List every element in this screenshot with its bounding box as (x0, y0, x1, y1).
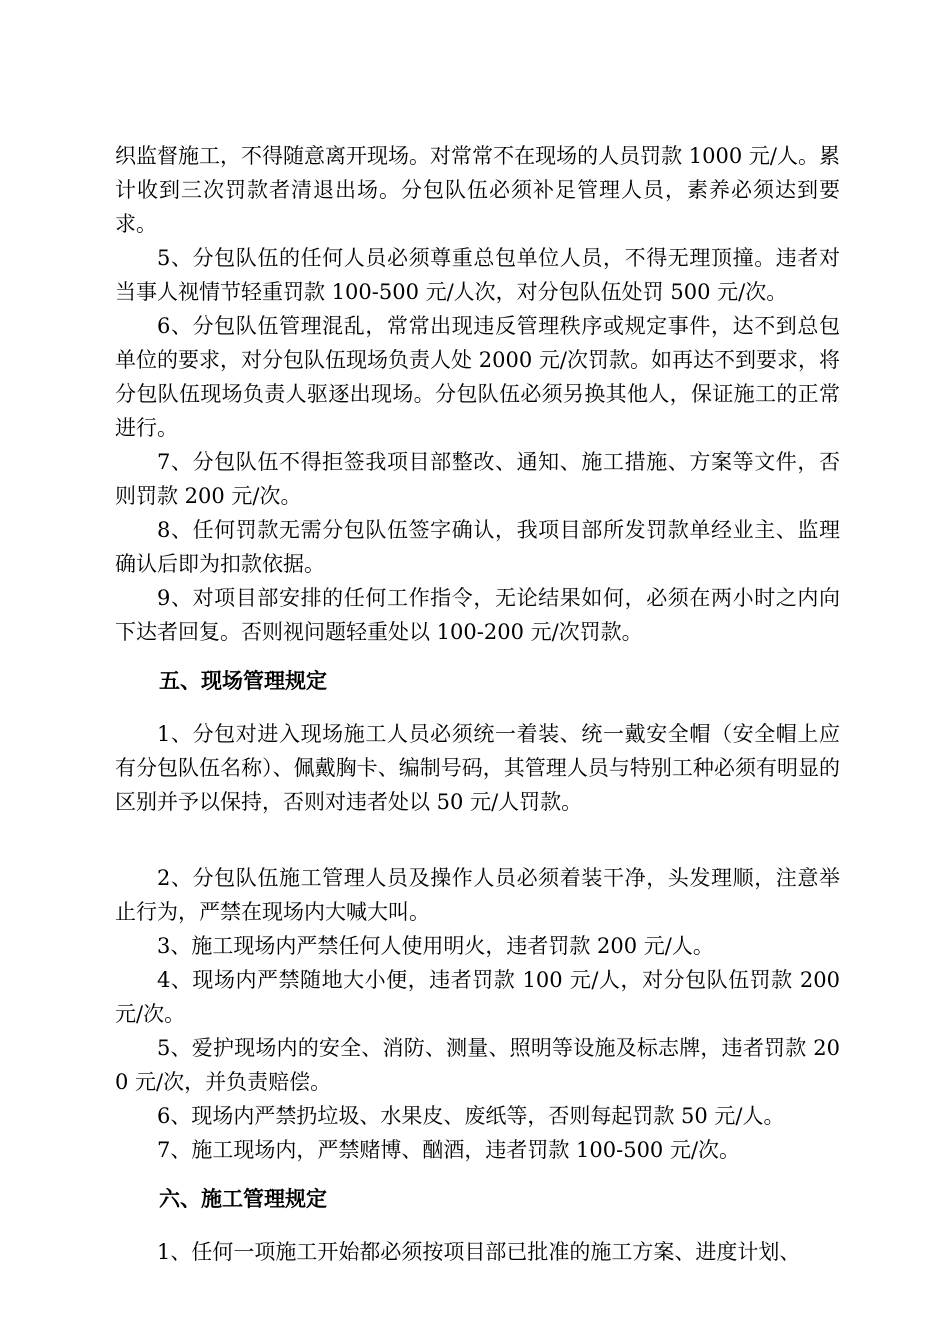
site-rule-4: 4、现场内严禁随地大小便，违者罚款 100 元/人，对分包队伍罚款 200 元/次。 (115, 968, 840, 1026)
spacer (115, 698, 840, 717)
spacer (115, 819, 840, 861)
rule-item-6: 6、分包队伍管理混乱，常常出现违反管理秩序或规定事件，达不到总包单位的要求，对分包队伍现场负责人处 2000 元/次罚款。如再达不到要求，将分包队伍现场负责人驱逐出现场。分包队伍必须另换其他人，保证施工的正常进行。 (115, 314, 840, 440)
site-rule-3: 3、施工现场内严禁任何人使用明火，违者罚款 200 元/人。 (157, 934, 714, 958)
site-rule-6: 6、现场内严禁扔垃圾、水果皮、废纸等，否则每起罚款 50 元/人。 (157, 1104, 785, 1128)
rule-item-9: 9、对项目部安排的任何工作指令，无论结果如何，必须在两小时之内向下达者回复。否则视问题轻重处以 100-200 元/次罚款。 (115, 586, 840, 644)
rule-item-7: 7、分包队伍不得拒签我项目部整改、通知、施工措施、方案等文件，否则罚款 200 元/次。 (115, 450, 840, 508)
rule-item-5: 5、分包队伍的任何人员必须尊重总包单位人员，不得无理顶撞。违者对当事人视情节轻重罚款 100-500 元/人次，对分包队伍处罚 500 元/次。 (115, 246, 840, 304)
site-rule-5: 5、爱护现场内的安全、消防、测量、照明等设施及标志牌，违者罚款 200 元/次，并负责赔偿。 (115, 1036, 840, 1094)
site-rule-2: 2、分包队伍施工管理人员及操作人员必须着装干净，头发理顺，注意举止行为，严禁在现场内大喊大叫。 (115, 866, 840, 924)
spacer (115, 649, 840, 664)
site-rule-1: 1、分包对进入现场施工人员必须统一着装、统一戴安全帽（安全帽上应有分包队伍名称）、佩戴胸卡、编制号码，其管理人员与特别工种必须有明显的区别并予以保持，否则对违者处以 50 元/人罚款。 (115, 722, 840, 814)
site-rule-7: 7、施工现场内，严禁赌博、酗酒，违者罚款 100-500 元/次。 (157, 1138, 741, 1162)
spacer (115, 1167, 840, 1182)
paragraph-continuation: 织监督施工，不得随意离开现场。对常常不在现场的人员罚款 1000 元/人。累计收到三次罚款者清退出场。分包队伍必须补足管理人员，素养必须达到要求。 (115, 144, 840, 236)
section-heading-site-management: 五、现场管理规定 (159, 668, 327, 693)
rule-item-8: 8、任何罚款无需分包队伍签字确认，我项目部所发罚款单经业主、监理确认后即为扣款依据。 (115, 518, 840, 576)
document-page (115, 139, 840, 1269)
construction-rule-1: 1、任何一项施工开始都必须按项目部已批准的施工方案、进度计划、 (157, 1240, 801, 1264)
section-heading-construction-management: 六、施工管理规定 (159, 1186, 327, 1211)
spacer (115, 1216, 840, 1235)
